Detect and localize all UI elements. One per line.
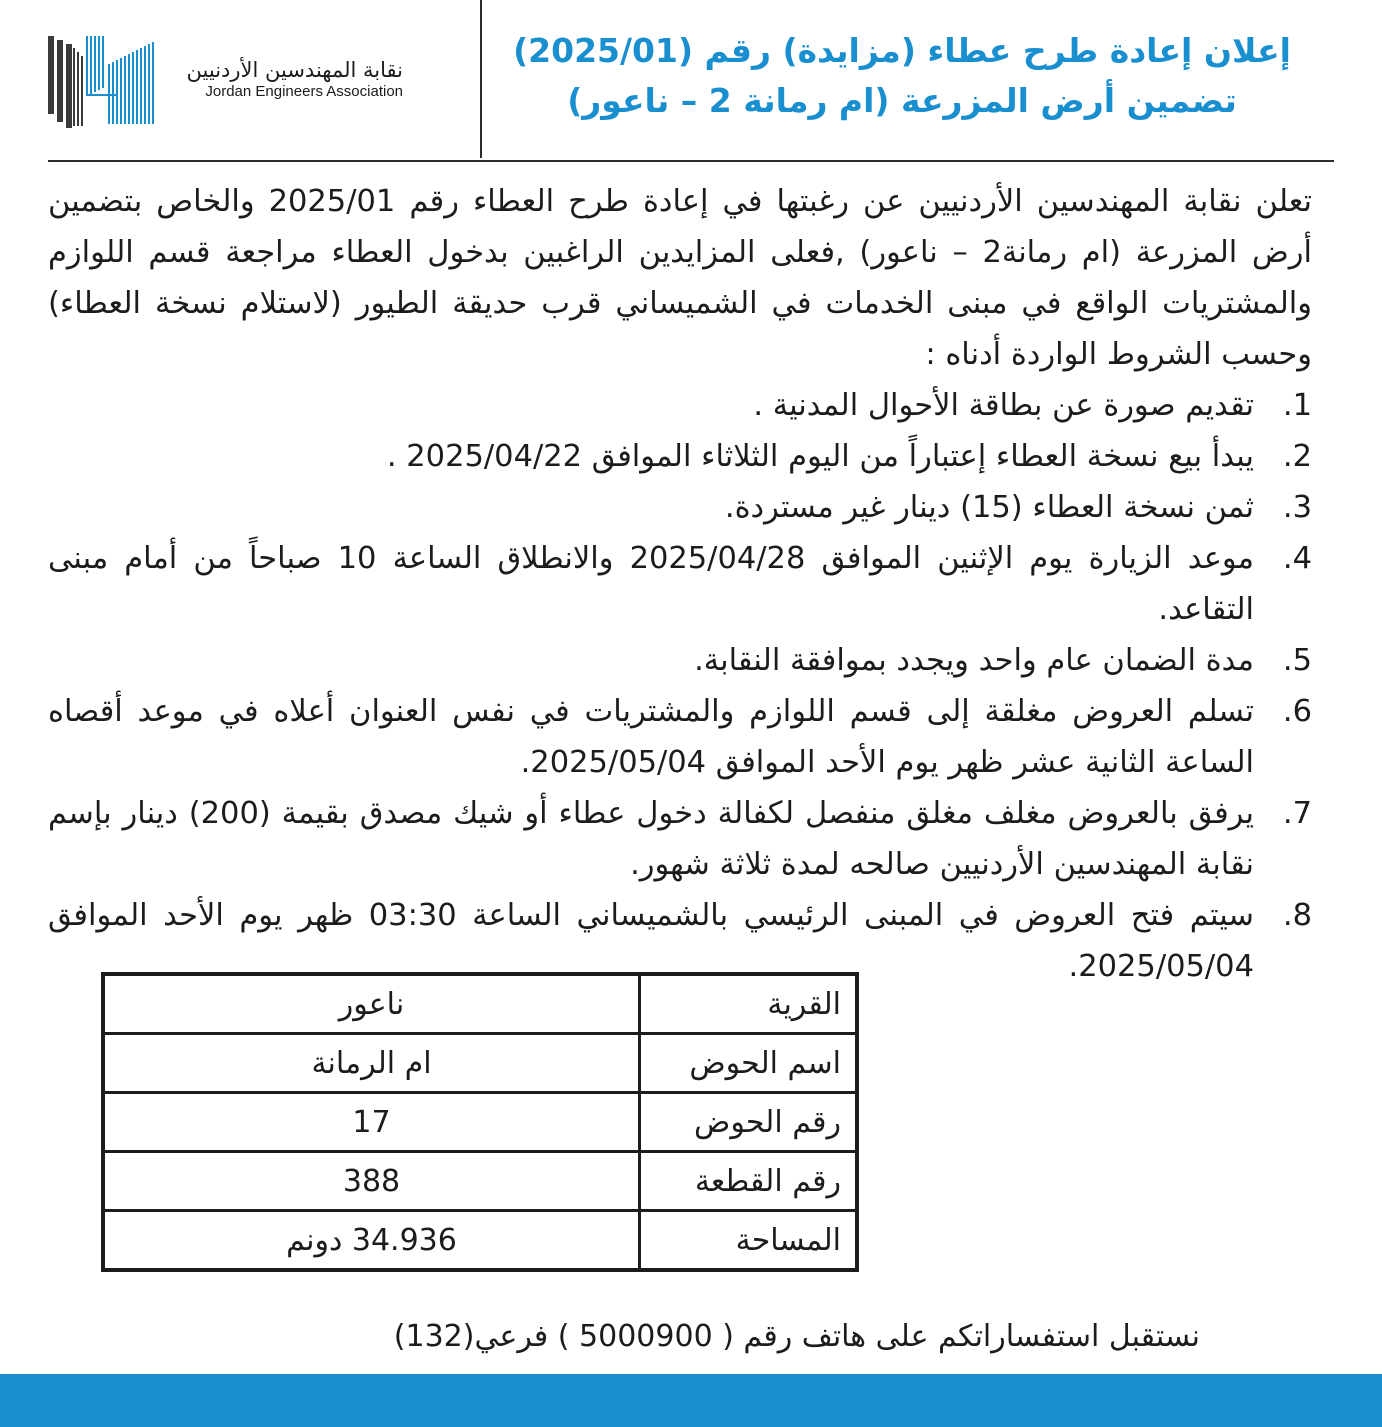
table-value: 388 bbox=[103, 1152, 640, 1211]
condition-text: يرفق بالعروض مغلف مغلق منفصل لكفالة دخول عطاء أو شيك مصدق بقيمة (200) دينار بإسم نقابة المهندسين الأردنيين صالحه لمدة ثلاثة شهور. bbox=[48, 796, 1254, 882]
table-key: اسم الحوض bbox=[640, 1034, 858, 1093]
condition-item bbox=[48, 635, 1312, 686]
jea-logo-icon bbox=[48, 34, 158, 129]
title-line-1: إعلان إعادة طرح عطاء (مزايدة) رقم (2025/01) bbox=[513, 31, 1291, 70]
condition-number: 5. bbox=[1282, 643, 1312, 678]
condition-number: 1. bbox=[1282, 388, 1312, 423]
logo-text bbox=[173, 58, 403, 102]
logo-english-name: Jordan Engineers Association bbox=[205, 83, 403, 100]
condition-text: تسلم العروض مغلقة إلى قسم اللوازم والمشتريات في نفس العنوان أعلاه في موعد أقصاه الساعة الثانية عشر ظهر يوم الأحد الموافق 2025/05/04. bbox=[48, 694, 1254, 780]
condition-text: موعد الزيارة يوم الإثنين الموافق 2025/04/28 والانطلاق الساعة 10 صباحاً من أمام مبنى التقاعد. bbox=[48, 541, 1255, 627]
condition-number: 2. bbox=[1282, 439, 1312, 474]
condition-number: 6. bbox=[1282, 694, 1312, 729]
bottom-color-bar bbox=[0, 1374, 1382, 1427]
page-title bbox=[484, 26, 1320, 126]
intro-paragraph: تعلن نقابة المهندسين الأردنيين عن رغبتها في إعادة طرح العطاء رقم 2025/01 والخاص بتضمين أرض المزرعة (ام رمانة2 – ناعور) ,فعلى المزايدين الراغبين بدخول العطاء مراجعة قسم اللوازم والمشتريات الواقع في مبنى الخدمات في الشميساني قرب حديقة الطيور (لاستلام نسخة العطاء) وحسب الشروط الواردة أدناه : bbox=[48, 184, 1312, 372]
table-row bbox=[103, 1152, 857, 1211]
table-row bbox=[103, 974, 857, 1034]
condition-text: تقديم صورة عن بطاقة الأحوال المدنية . bbox=[753, 388, 1254, 423]
table-value: 34.936 دونم bbox=[103, 1211, 640, 1271]
condition-text: ثمن نسخة العطاء (15) دينار غير مستردة. bbox=[724, 490, 1254, 525]
table-value: 17 bbox=[103, 1093, 640, 1152]
condition-number: 4. bbox=[1282, 541, 1312, 576]
header-divider bbox=[480, 0, 482, 158]
condition-item bbox=[48, 380, 1312, 431]
title-line-2: تضمين أرض المزرعة (ام رمانة 2 – ناعور) bbox=[567, 81, 1237, 120]
table-row bbox=[103, 1034, 857, 1093]
table-row bbox=[103, 1093, 857, 1152]
condition-item bbox=[48, 482, 1312, 533]
condition-text: مدة الضمان عام واحد ويجدد بموافقة النقابة. bbox=[694, 643, 1254, 678]
condition-number: 8. bbox=[1282, 898, 1312, 933]
logo-arabic-name: نقابة المهندسين الأردنيين bbox=[186, 58, 403, 82]
table-key: رقم القطعة bbox=[640, 1152, 858, 1211]
inquiry-note: نستقبل استفساراتكم على هاتف رقم ( 5000900 ) فرعي(132) bbox=[393, 1319, 1200, 1354]
table-value: ناعور bbox=[103, 974, 640, 1034]
condition-number: 7. bbox=[1282, 796, 1312, 831]
condition-item bbox=[48, 788, 1312, 890]
table-value: ام الرمانة bbox=[103, 1034, 640, 1093]
condition-item bbox=[48, 686, 1312, 788]
table-key: القرية bbox=[640, 974, 858, 1034]
land-details-table bbox=[101, 972, 859, 1272]
condition-item bbox=[48, 431, 1312, 482]
condition-text: يبدأ بيع نسخة العطاء إعتباراً من اليوم الثلاثاء الموافق 2025/04/22 . bbox=[386, 439, 1254, 474]
table-key: المساحة bbox=[640, 1211, 858, 1271]
condition-item bbox=[48, 533, 1312, 635]
table-key: رقم الحوض bbox=[640, 1093, 858, 1152]
table-row bbox=[103, 1211, 857, 1271]
announcement-header bbox=[48, 0, 1334, 162]
announcement-body bbox=[48, 176, 1312, 992]
condition-number: 3. bbox=[1282, 490, 1312, 525]
condition-text: سيتم فتح العروض في المبنى الرئيسي بالشميساني الساعة 03:30 ظهر يوم الأحد الموافق 2025/05/04. bbox=[48, 898, 1254, 984]
